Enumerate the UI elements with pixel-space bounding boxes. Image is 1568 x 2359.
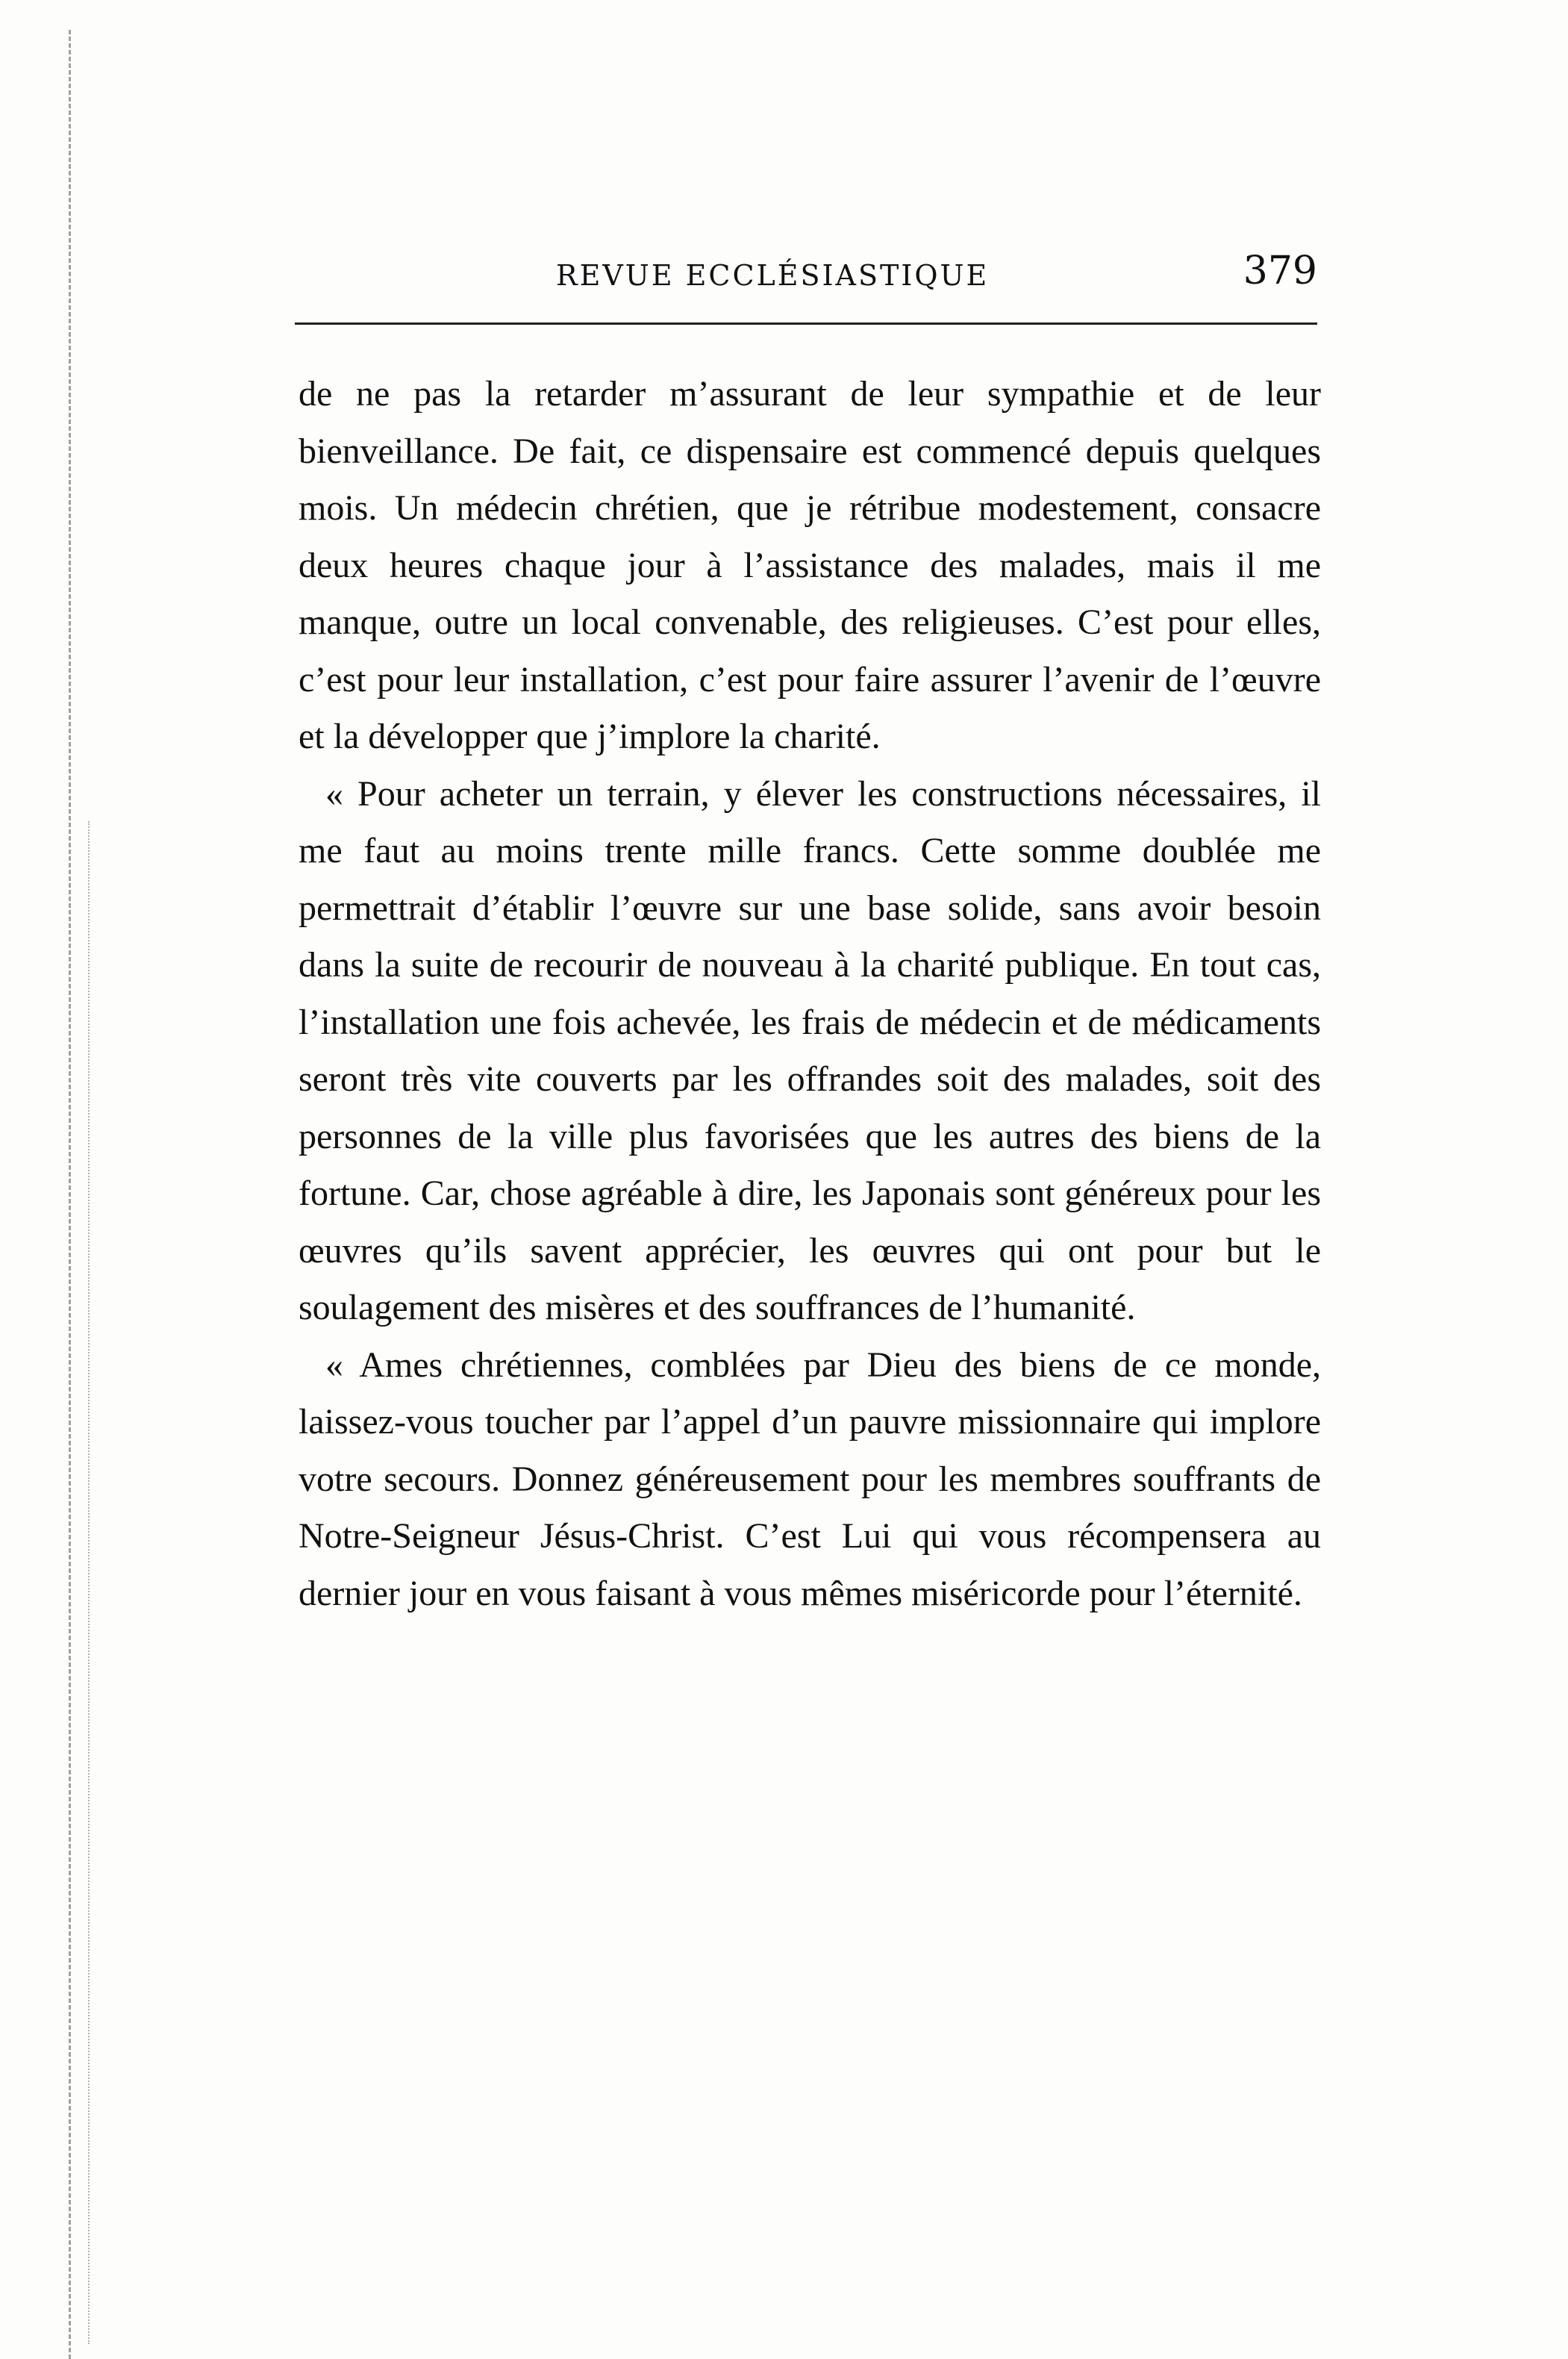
binding-edge-inner <box>88 821 93 2344</box>
page-number: 379 <box>1243 249 1317 293</box>
paragraph: « Ames chrétiennes, comblées par Dieu des biens de ce monde, laissez-vous toucher par l’appel d’un pauvre missionnaire qui implore votre secours. Donnez généreusement pour les membres souffrants de Notre-Seigneur Jésus-Christ. C’est Lui qui vous récompensera au dernier jour en vous faisant à vous mêmes miséricorde pour l’éternité. <box>299 1344 1321 1613</box>
page-header <box>295 243 1317 302</box>
paragraph: de ne pas la retarder m’assurant de leur sympathie et de leur bienveillance. De fait, ce dispensaire est commencé depuis quelques mois. Un médecin chrétien, que je rétribue modestement, consacre deux heures chaque jour à l’assistance des malades, mais il me manque, outre un local convenable, des religieuses. C’est pour elles, c’est pour leur installation, c’est pour faire assurer l’avenir de l’œuvre et la développer que j’implore la charité. <box>299 374 1321 756</box>
binding-edge <box>69 30 75 2359</box>
running-title: REVUE ECCLÉSIASTIQUE <box>556 259 990 292</box>
paragraph: « Pour acheter un terrain, y élever les constructions nécessaires, il me faut au moins trente mille francs. Cette somme doublée me permettrait d’établir l’œuvre sur une base solide, sans avoir besoin dans la suite de recourir de nouveau à la charité publique. En tout cas, l’installation une fois achevée, les frais de médecin et de médicaments seront très vite couverts par les offrandes soit des malades, soit des personnes de la ville plus favorisées que les autres des biens de la fortune. Car, chose agréable à dire, les Japonais sont généreux pour les œuvres qu’ils savent apprécier, les œuvres qui ont pour but le soulagement des misères et des souffrances de l’humanité. <box>299 773 1321 1327</box>
header-rule <box>295 322 1317 325</box>
body-text <box>299 366 1321 1622</box>
